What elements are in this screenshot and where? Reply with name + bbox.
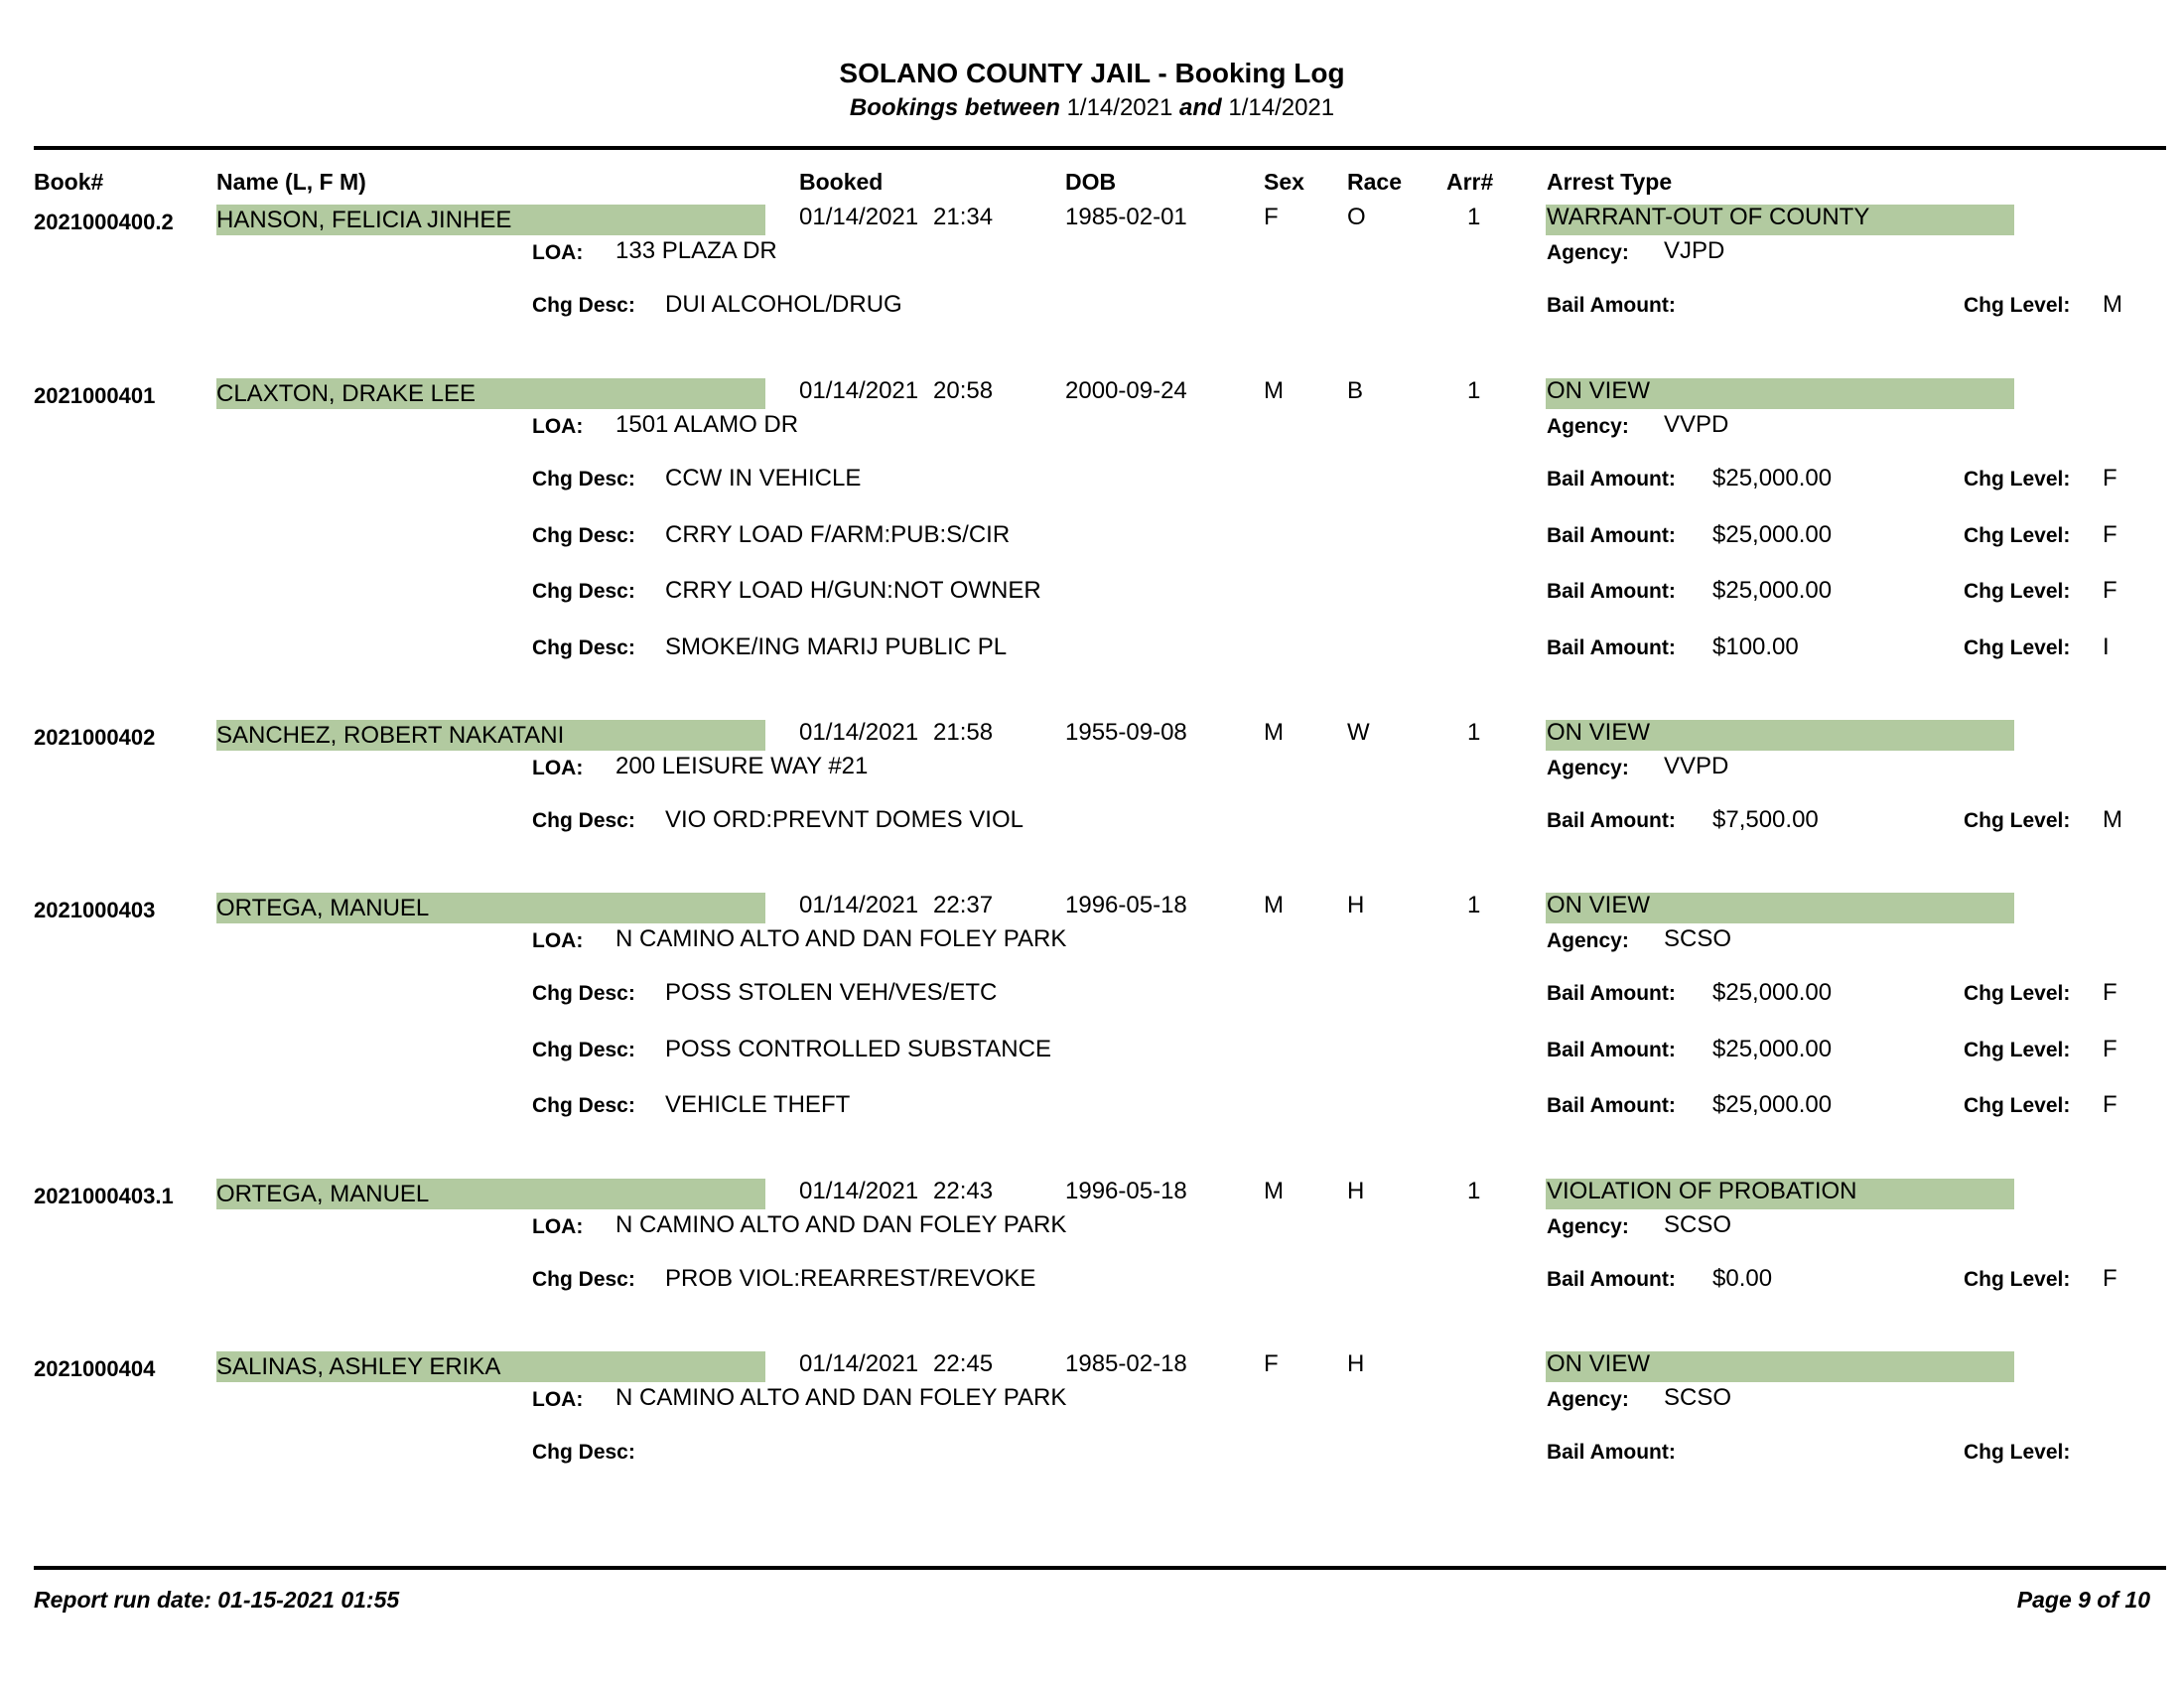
booked-time: 22:45	[933, 1350, 994, 1377]
bail-amount-value: $25,000.00	[1712, 979, 1833, 1006]
chg-level-label: Chg Level:	[1964, 580, 2071, 603]
bottom-rule	[34, 1566, 2166, 1570]
col-header-name: Name (L, F M)	[216, 169, 366, 195]
bail-amount-label: Bail Amount:	[1547, 523, 1676, 547]
chg-desc-label: Chg Desc:	[532, 1441, 635, 1464]
arrest-type: ON VIEW	[1547, 377, 1651, 404]
chg-level-label: Chg Level:	[1964, 635, 2071, 659]
chg-level-label: Chg Level:	[1964, 1038, 2071, 1061]
loa-value: 1501 ALAMO DR	[615, 411, 799, 438]
booked-date: 01/14/2021	[799, 1178, 919, 1204]
inmate-name: ORTEGA, MANUEL	[216, 1181, 430, 1207]
col-header-race: Race	[1347, 169, 1402, 195]
sex: M	[1264, 892, 1284, 918]
chg-level-label: Chg Level:	[1964, 523, 2071, 547]
inmate-name: CLAXTON, DRAKE LEE	[216, 380, 476, 407]
chg-desc-value: POSS STOLEN VEH/VES/ETC	[665, 979, 998, 1006]
col-header-booked: Booked	[799, 169, 884, 195]
bail-amount-value: $0.00	[1712, 1265, 1773, 1292]
bail-amount-value: $25,000.00	[1712, 577, 1833, 604]
chg-desc-label: Chg Desc:	[532, 1038, 635, 1061]
arrest-type: WARRANT-OUT OF COUNTY	[1547, 204, 1870, 230]
book-number: 2021000403	[34, 898, 156, 922]
bail-amount-label: Bail Amount:	[1547, 1441, 1676, 1464]
loa-value: N CAMINO ALTO AND DAN FOLEY PARK	[615, 1211, 1067, 1238]
sex: F	[1264, 204, 1279, 230]
arrest-type: ON VIEW	[1547, 892, 1651, 918]
chg-desc-label: Chg Desc:	[532, 580, 635, 603]
loa-value: N CAMINO ALTO AND DAN FOLEY PARK	[615, 925, 1067, 952]
chg-desc-value: POSS CONTROLLED SUBSTANCE	[665, 1035, 1051, 1062]
bail-amount-value: $7,500.00	[1712, 806, 1819, 833]
book-number: 2021000403.1	[34, 1184, 174, 1208]
report-run-date: Report run date: 01-15-2021 01:55	[34, 1587, 400, 1613]
col-header-dob: DOB	[1065, 169, 1117, 195]
loa-value: 200 LEISURE WAY #21	[615, 753, 869, 779]
chg-level-value: F	[2103, 577, 2117, 604]
dob: 2000-09-24	[1065, 377, 1187, 404]
col-header-book: Book#	[34, 169, 104, 195]
arrest-type: ON VIEW	[1547, 719, 1651, 746]
booked-date: 01/14/2021	[799, 719, 919, 746]
subtitle-prefix: Bookings between	[849, 94, 1060, 121]
loa-label: LOA:	[532, 1215, 584, 1238]
sex: F	[1264, 1350, 1279, 1377]
arrest-number: 1	[1467, 892, 1481, 918]
agency-label: Agency:	[1547, 929, 1629, 952]
booked-time: 20:58	[933, 377, 994, 404]
agency-label: Agency:	[1547, 415, 1629, 438]
book-number: 2021000401	[34, 383, 156, 408]
chg-desc-label: Chg Desc:	[532, 1094, 635, 1117]
report-title: SOLANO COUNTY JAIL - Booking Log	[839, 58, 1345, 88]
book-number: 2021000402	[34, 725, 156, 750]
chg-desc-label: Chg Desc:	[532, 1268, 635, 1291]
chg-desc-value: DUI ALCOHOL/DRUG	[665, 291, 902, 318]
chg-desc-value: SMOKE/ING MARIJ PUBLIC PL	[665, 633, 1008, 660]
bail-amount-label: Bail Amount:	[1547, 1268, 1676, 1291]
chg-level-label: Chg Level:	[1964, 1441, 2071, 1464]
chg-level-value: F	[2103, 1035, 2117, 1062]
chg-level-value: F	[2103, 1091, 2117, 1118]
chg-level-value: I	[2103, 633, 2110, 660]
chg-level-value: F	[2103, 1265, 2117, 1292]
bail-amount-label: Bail Amount:	[1547, 635, 1676, 659]
arrest-number: 1	[1467, 204, 1481, 230]
booked-time: 22:37	[933, 892, 994, 918]
booked-time: 21:58	[933, 719, 994, 746]
arrest-number: 1	[1467, 1178, 1481, 1204]
agency-value: VVPD	[1664, 411, 1729, 438]
dob: 1996-05-18	[1065, 1178, 1187, 1204]
booked-date: 01/14/2021	[799, 204, 919, 230]
chg-desc-value: VEHICLE THEFT	[665, 1091, 851, 1118]
chg-level-label: Chg Level:	[1964, 982, 2071, 1005]
race: H	[1347, 892, 1365, 918]
top-rule	[34, 146, 2166, 150]
race: B	[1347, 377, 1364, 404]
book-number: 2021000400.2	[34, 210, 174, 234]
bail-amount-label: Bail Amount:	[1547, 1038, 1676, 1061]
inmate-name: ORTEGA, MANUEL	[216, 895, 430, 921]
col-header-sex: Sex	[1264, 169, 1304, 195]
chg-level-label: Chg Level:	[1964, 809, 2071, 832]
dob: 1996-05-18	[1065, 892, 1187, 918]
loa-label: LOA:	[532, 241, 584, 264]
chg-level-label: Chg Level:	[1964, 468, 2071, 491]
loa-value: N CAMINO ALTO AND DAN FOLEY PARK	[615, 1384, 1067, 1411]
chg-desc-value: CCW IN VEHICLE	[665, 465, 862, 492]
race: O	[1347, 204, 1366, 230]
booked-time: 21:34	[933, 204, 994, 230]
dob: 1985-02-18	[1065, 1350, 1187, 1377]
sex: M	[1264, 377, 1284, 404]
race: H	[1347, 1178, 1365, 1204]
race: H	[1347, 1350, 1365, 1377]
report-subtitle	[0, 94, 2184, 122]
chg-desc-label: Chg Desc:	[532, 809, 635, 832]
loa-label: LOA:	[532, 415, 584, 438]
chg-desc-label: Chg Desc:	[532, 982, 635, 1005]
arrest-type: VIOLATION OF PROBATION	[1547, 1178, 1857, 1204]
loa-value: 133 PLAZA DR	[615, 237, 777, 264]
bail-amount-label: Bail Amount:	[1547, 982, 1676, 1005]
booked-date: 01/14/2021	[799, 892, 919, 918]
agency-value: SCSO	[1664, 1211, 1732, 1238]
col-header-arr: Arr#	[1446, 169, 1494, 195]
inmate-name: HANSON, FELICIA JINHEE	[216, 207, 512, 233]
booked-date: 01/14/2021	[799, 377, 919, 404]
chg-level-value: M	[2103, 291, 2122, 318]
chg-desc-value: VIO ORD:PREVNT DOMES VIOL	[665, 806, 1024, 833]
book-number: 2021000404	[34, 1356, 156, 1381]
date-from: 1/14/2021	[1066, 94, 1173, 121]
loa-label: LOA:	[532, 929, 584, 952]
bail-amount-value: $100.00	[1712, 633, 1799, 660]
inmate-name: SANCHEZ, ROBERT NAKATANI	[216, 722, 565, 749]
sex: M	[1264, 1178, 1284, 1204]
subtitle-and: and	[1179, 94, 1222, 121]
chg-desc-value: CRRY LOAD H/GUN:NOT OWNER	[665, 577, 1041, 604]
bail-amount-label: Bail Amount:	[1547, 580, 1676, 603]
arrest-number: 1	[1467, 377, 1481, 404]
dob: 1985-02-01	[1065, 204, 1187, 230]
inmate-name: SALINAS, ASHLEY ERIKA	[216, 1353, 501, 1380]
agency-value: SCSO	[1664, 925, 1732, 952]
chg-desc-value: PROB VIOL:REARREST/REVOKE	[665, 1265, 1036, 1292]
bail-amount-value: $25,000.00	[1712, 1091, 1833, 1118]
chg-level-value: F	[2103, 520, 2117, 548]
bail-amount-label: Bail Amount:	[1547, 294, 1676, 317]
chg-level-label: Chg Level:	[1964, 1094, 2071, 1117]
agency-value: VJPD	[1664, 237, 1725, 264]
booked-date: 01/14/2021	[799, 1350, 919, 1377]
agency-label: Agency:	[1547, 757, 1629, 779]
agency-value: VVPD	[1664, 753, 1729, 779]
date-to: 1/14/2021	[1228, 94, 1335, 121]
chg-level-label: Chg Level:	[1964, 1268, 2071, 1291]
chg-desc-label: Chg Desc:	[532, 468, 635, 491]
agency-label: Agency:	[1547, 241, 1629, 264]
bail-amount-value: $25,000.00	[1712, 1035, 1833, 1062]
bail-amount-value: $25,000.00	[1712, 465, 1833, 492]
chg-desc-label: Chg Desc:	[532, 635, 635, 659]
chg-level-label: Chg Level:	[1964, 294, 2071, 317]
loa-label: LOA:	[532, 1388, 584, 1411]
race: W	[1347, 719, 1370, 746]
bail-amount-label: Bail Amount:	[1547, 468, 1676, 491]
chg-desc-label: Chg Desc:	[532, 294, 635, 317]
agency-value: SCSO	[1664, 1384, 1732, 1411]
col-header-arrest-type: Arrest Type	[1547, 169, 1673, 195]
loa-label: LOA:	[532, 757, 584, 779]
chg-desc-value: CRRY LOAD F/ARM:PUB:S/CIR	[665, 520, 1011, 548]
bail-amount-label: Bail Amount:	[1547, 1094, 1676, 1117]
chg-desc-label: Chg Desc:	[532, 523, 635, 547]
agency-label: Agency:	[1547, 1215, 1629, 1238]
booked-time: 22:43	[933, 1178, 994, 1204]
arrest-number: 1	[1467, 719, 1481, 746]
bail-amount-label: Bail Amount:	[1547, 809, 1676, 832]
chg-level-value: M	[2103, 806, 2122, 833]
page-number: Page 9 of 10	[2016, 1587, 2150, 1613]
agency-label: Agency:	[1547, 1388, 1629, 1411]
sex: M	[1264, 719, 1284, 746]
arrest-type: ON VIEW	[1547, 1350, 1651, 1377]
chg-level-value: F	[2103, 979, 2117, 1006]
chg-level-value: F	[2103, 465, 2117, 492]
bail-amount-value: $25,000.00	[1712, 520, 1833, 548]
dob: 1955-09-08	[1065, 719, 1187, 746]
